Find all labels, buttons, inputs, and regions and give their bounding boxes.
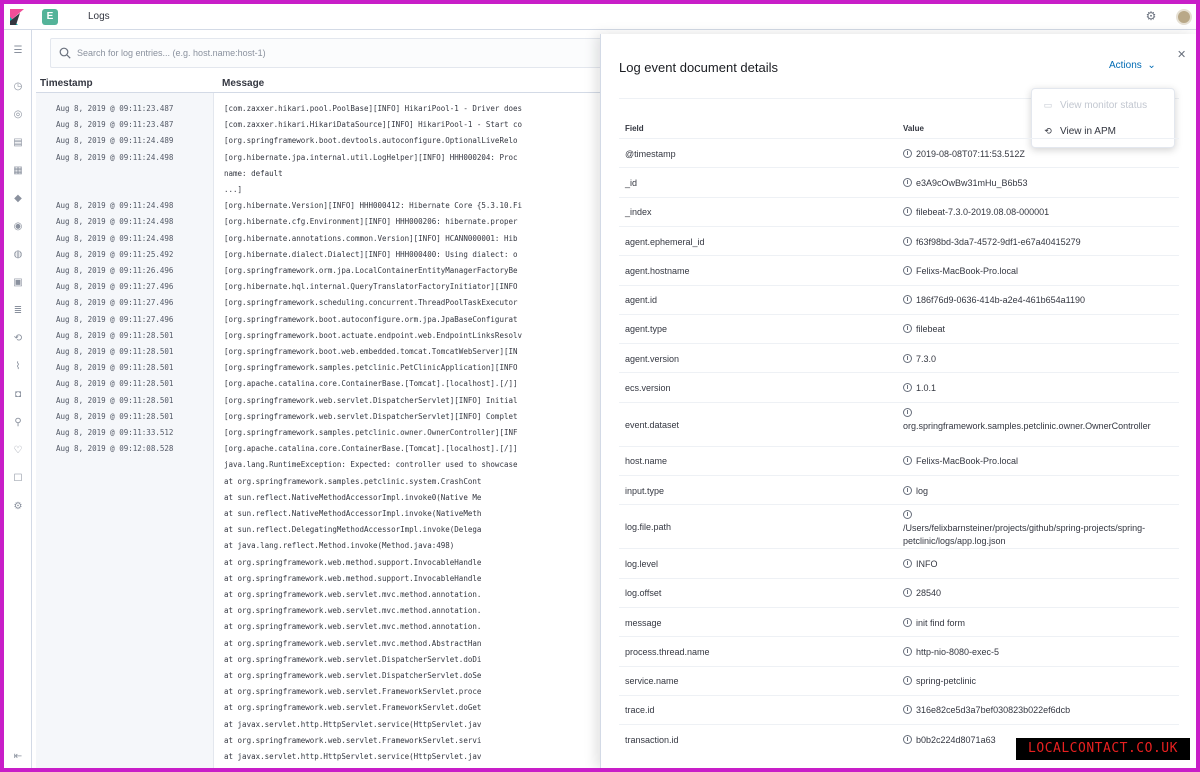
log-message: [org.springframework.orm.jpa.LocalContainerEntityManagerFactoryBe bbox=[224, 266, 518, 275]
dev-tools-icon[interactable]: ⚲ bbox=[14, 417, 22, 428]
field-value-text: 186f76d9-0636-414b-a2e4-461b654a1190 bbox=[916, 295, 1085, 306]
log-timestamp: Aug 8, 2019 @ 09:12:08.528 bbox=[56, 444, 174, 454]
log-message: [org.hibernate.dialect.Dialect][INFO] HHH000400: Using dialect: o bbox=[224, 249, 518, 259]
log-message: [org.hibernate.cfg.Environment][INFO] HHH000206: hibernate.proper bbox=[224, 217, 518, 227]
field-value bbox=[903, 294, 1173, 307]
field-row bbox=[619, 255, 1179, 284]
log-message: [org.springframework.web.servlet.DispatcherServlet][INFO] Complet bbox=[224, 411, 518, 421]
field-value-text: e3A9cOwBw31mHu_B6b53 bbox=[916, 177, 1028, 188]
log-message: at org.springframework.web.servlet.mvc.method.annotation. bbox=[224, 622, 482, 632]
field-value-text: Felixs-MacBook-Pro.local bbox=[916, 265, 1019, 276]
field-value-text: /Users/felixbarnsteiner/projects/github/spring-projects/spring-petclinic/logs/app.log.json bbox=[903, 523, 1146, 547]
log-message: [org.springframework.samples.petclinic.owner.OwnerController][INF bbox=[224, 428, 518, 437]
log-details-flyout bbox=[600, 34, 1196, 768]
field-value bbox=[903, 407, 1173, 433]
field-name: ecs.version bbox=[625, 383, 671, 394]
log-message: at org.springframework.web.servlet.DispatcherServlet.doDi bbox=[224, 654, 482, 664]
log-message: [org.springframework.samples.petclinic.PetClinicApplication][INFO bbox=[224, 363, 518, 373]
field-value-text: filebeat-7.3.0-2019.08.08-000001 bbox=[916, 207, 1050, 218]
field-value bbox=[903, 646, 1173, 659]
log-timestamp: Aug 8, 2019 @ 09:11:27.496 bbox=[56, 282, 174, 292]
dashboard-icon[interactable]: ▦ bbox=[13, 165, 23, 176]
log-message: java.lang.RuntimeException: Expected: controller used to showcase bbox=[224, 460, 518, 470]
filter-icon[interactable] bbox=[903, 647, 912, 656]
field-value-text: init find form bbox=[916, 617, 966, 628]
log-timestamp: Aug 8, 2019 @ 09:11:28.501 bbox=[56, 363, 174, 373]
field-value-text: 2019-08-08T07:11:53.512Z bbox=[916, 148, 1025, 159]
log-timestamp: Aug 8, 2019 @ 09:11:24.498 bbox=[56, 201, 174, 211]
log-message: at sun.reflect.NativeMethodAccessorImpl.invoke0(Native Me bbox=[224, 492, 482, 502]
menu-item-view-in-apm[interactable]: ⟲ View in APM bbox=[1042, 123, 1116, 139]
log-timestamp: Aug 8, 2019 @ 09:11:24.489 bbox=[56, 136, 174, 146]
log-timestamp: Aug 8, 2019 @ 09:11:23.487 bbox=[56, 104, 174, 113]
filter-icon[interactable] bbox=[903, 324, 912, 333]
field-row bbox=[619, 666, 1179, 695]
field-value bbox=[903, 353, 1173, 366]
field-value bbox=[903, 177, 1173, 190]
field-value bbox=[903, 558, 1173, 571]
log-message: at org.springframework.samples.petclinic.system.CrashCont bbox=[224, 476, 482, 486]
field-row bbox=[619, 402, 1179, 446]
log-timestamp: Aug 8, 2019 @ 09:11:24.498 bbox=[56, 217, 174, 227]
field-name: agent.version bbox=[625, 353, 680, 364]
infrastructure-icon[interactable]: ▣ bbox=[13, 277, 23, 288]
log-timestamp: Aug 8, 2019 @ 09:11:27.496 bbox=[56, 298, 174, 308]
menu-item-view-monitor-status[interactable]: ▭ View monitor status bbox=[1042, 97, 1147, 113]
search-icon bbox=[59, 47, 71, 59]
breadcrumb-logs: Logs bbox=[88, 11, 110, 22]
field-name: log.level bbox=[625, 558, 659, 569]
filter-icon[interactable] bbox=[903, 383, 912, 392]
field-name: event.dataset bbox=[625, 419, 680, 430]
filter-icon[interactable] bbox=[903, 149, 912, 158]
apm-icon[interactable]: ⟲ bbox=[13, 333, 23, 344]
visualize-icon[interactable]: ▤ bbox=[13, 137, 23, 148]
field-row bbox=[619, 285, 1179, 314]
field-value-text: log bbox=[916, 485, 929, 496]
field-name: message bbox=[625, 617, 662, 628]
field-value bbox=[903, 509, 1173, 548]
kibana-logo-icon[interactable] bbox=[10, 9, 24, 25]
filter-icon[interactable] bbox=[903, 354, 912, 363]
collapse-nav-icon[interactable]: ⇤ bbox=[13, 751, 23, 762]
app-window bbox=[4, 4, 1196, 768]
message-column-header[interactable]: Message bbox=[222, 78, 265, 89]
field-row bbox=[619, 475, 1179, 504]
recent-icon[interactable]: ◷ bbox=[13, 81, 23, 92]
field-value bbox=[903, 485, 1173, 498]
field-value-text: Felixs-MacBook-Pro.local bbox=[916, 456, 1019, 467]
field-value-text: 316e82ce5d3a7bef030823b022ef6dcb bbox=[916, 705, 1071, 716]
log-message: [org.apache.catalina.core.ContainerBase.[Tomcat].[localhost].[/]] bbox=[224, 444, 518, 454]
field-row bbox=[619, 226, 1179, 255]
log-message: at java.lang.reflect.Method.invoke(Method.java:498) bbox=[224, 541, 455, 551]
watermark: LOCALCONTACT.CO.UK bbox=[1016, 738, 1190, 760]
log-search-bar bbox=[50, 38, 610, 68]
field-row bbox=[619, 372, 1179, 401]
field-row bbox=[619, 548, 1179, 577]
filter-icon[interactable] bbox=[903, 237, 912, 246]
log-message: [org.springframework.scheduling.concurrent.ThreadPoolTaskExecutor bbox=[224, 298, 518, 308]
field-name: agent.type bbox=[625, 324, 668, 335]
field-name: process.thread.name bbox=[625, 646, 710, 657]
log-message: [org.apache.catalina.core.ContainerBase.[Tomcat].[localhost].[/]] bbox=[224, 379, 518, 389]
field-row bbox=[619, 695, 1179, 724]
menu-toggle-icon[interactable]: ☰ bbox=[13, 45, 23, 56]
space-badge[interactable]: E bbox=[42, 9, 58, 25]
field-row bbox=[619, 167, 1179, 196]
field-value-text: spring-petclinic bbox=[916, 676, 977, 687]
log-message: [org.springframework.boot.autoconfigure.orm.jpa.JpaBaseConfigurat bbox=[224, 314, 518, 324]
chevron-down-icon: ⌄ bbox=[1144, 60, 1156, 71]
timestamp-column-header[interactable]: Timestamp bbox=[40, 78, 93, 89]
field-value bbox=[903, 675, 1173, 688]
discover-icon[interactable]: ◎ bbox=[13, 109, 23, 120]
filter-icon[interactable] bbox=[903, 588, 912, 597]
filter-icon[interactable] bbox=[903, 705, 912, 714]
field-value-text: org.springframework.samples.petclinic.owner.OwnerController bbox=[903, 420, 1151, 431]
log-timestamp: Aug 8, 2019 @ 09:11:28.501 bbox=[56, 347, 174, 356]
field-row bbox=[619, 343, 1179, 372]
log-message: ...] bbox=[224, 185, 243, 194]
field-value-text: 7.3.0 bbox=[916, 353, 937, 364]
field-value bbox=[903, 206, 1173, 219]
filter-icon[interactable] bbox=[903, 207, 912, 216]
field-value bbox=[903, 382, 1173, 395]
log-message: [org.springframework.web.servlet.DispatcherServlet][INFO] Initial bbox=[224, 395, 518, 405]
field-value bbox=[903, 265, 1173, 278]
field-value bbox=[903, 617, 1173, 630]
filter-icon[interactable] bbox=[903, 408, 912, 417]
log-message: [com.zaxxer.hikari.pool.PoolBase][INFO] HikariPool-1 - Driver does bbox=[224, 104, 523, 113]
field-value bbox=[903, 455, 1173, 468]
field-value-text: http-nio-8080-exec-5 bbox=[916, 646, 1000, 657]
log-timestamp: Aug 8, 2019 @ 09:11:33.512 bbox=[56, 428, 174, 437]
field-name: service.name bbox=[625, 676, 679, 687]
field-value bbox=[903, 587, 1173, 600]
log-message: at org.springframework.web.servlet.mvc.method.annotation. bbox=[224, 590, 482, 599]
field-value bbox=[903, 148, 1173, 161]
field-row bbox=[619, 314, 1179, 343]
filter-icon[interactable] bbox=[903, 618, 912, 627]
field-row bbox=[619, 197, 1179, 226]
apm-icon: ⟲ bbox=[1044, 126, 1052, 136]
ml-icon[interactable]: ◍ bbox=[13, 249, 23, 260]
left-nav bbox=[4, 30, 32, 768]
filter-icon[interactable] bbox=[903, 735, 912, 744]
log-message: at org.springframework.web.servlet.FrameworkServlet.proce bbox=[224, 687, 482, 697]
field-value bbox=[903, 323, 1173, 336]
filter-icon[interactable] bbox=[903, 456, 912, 465]
log-message: at javax.servlet.http.HttpServlet.service(HttpServlet.jav bbox=[224, 752, 482, 761]
log-timestamp: Aug 8, 2019 @ 09:11:28.501 bbox=[56, 395, 174, 405]
log-timestamp: Aug 8, 2019 @ 09:11:28.501 bbox=[56, 379, 174, 389]
log-timestamp: Aug 8, 2019 @ 09:11:23.487 bbox=[56, 120, 174, 130]
log-message: at org.springframework.web.servlet.FrameworkServlet.servi bbox=[224, 735, 482, 745]
filter-icon[interactable] bbox=[903, 178, 912, 187]
field-row bbox=[619, 636, 1179, 665]
close-icon[interactable]: ✕ bbox=[1177, 49, 1187, 61]
monitoring-icon[interactable]: ♡ bbox=[13, 445, 23, 456]
log-message: [org.hibernate.annotations.common.Version][INFO] HCANN000001: Hib bbox=[224, 233, 518, 243]
value-column-header: Value bbox=[903, 124, 924, 133]
field-value-text: b0b2c224d8071a63 bbox=[916, 734, 996, 745]
management-icon[interactable]: ⚙ bbox=[13, 501, 23, 512]
logs-icon[interactable]: ≣ bbox=[13, 305, 23, 316]
filter-icon[interactable] bbox=[903, 266, 912, 275]
log-message: at org.springframework.web.servlet.mvc.method.annotation. bbox=[224, 606, 482, 616]
log-message: name: default bbox=[224, 168, 283, 178]
field-value bbox=[903, 236, 1173, 249]
canvas-icon[interactable]: ◆ bbox=[14, 193, 22, 204]
log-timestamp: Aug 8, 2019 @ 09:11:28.501 bbox=[56, 330, 174, 340]
filter-icon[interactable] bbox=[903, 676, 912, 685]
field-name: log.file.path bbox=[625, 522, 672, 533]
user-avatar[interactable] bbox=[1176, 9, 1192, 25]
log-message: [org.hibernate.jpa.internal.util.LogHelper][INFO] HHH000204: Proc bbox=[224, 152, 518, 162]
field-name: agent.hostname bbox=[625, 265, 690, 276]
search-input[interactable] bbox=[77, 39, 597, 67]
log-message: at sun.reflect.DelegatingMethodAccessorImpl.invoke(Delega bbox=[224, 525, 482, 535]
field-value-text: 28540 bbox=[916, 588, 942, 599]
stack-monitoring-icon[interactable]: ☐ bbox=[13, 473, 23, 484]
log-message: [com.zaxxer.hikari.HikariDataSource][INFO] HikariPool-1 - Start co bbox=[224, 120, 523, 130]
flyout-title: Log event document details bbox=[619, 60, 778, 75]
field-row bbox=[619, 138, 1179, 167]
log-message: at org.springframework.web.servlet.FrameworkServlet.doGet bbox=[224, 703, 482, 713]
field-name: log.offset bbox=[625, 588, 662, 599]
siem-icon[interactable]: ◘ bbox=[14, 389, 22, 400]
field-name: input.type bbox=[625, 485, 665, 496]
field-name: _index bbox=[625, 207, 652, 218]
field-name: @timestamp bbox=[625, 148, 676, 159]
field-name: transaction.id bbox=[625, 734, 679, 745]
field-column-header: Field bbox=[625, 124, 644, 133]
actions-button[interactable] bbox=[1109, 60, 1156, 71]
log-timestamp: Aug 8, 2019 @ 09:11:26.496 bbox=[56, 266, 174, 275]
field-row bbox=[619, 578, 1179, 607]
log-timestamp: Aug 8, 2019 @ 09:11:25.492 bbox=[56, 249, 174, 259]
filter-icon[interactable] bbox=[903, 486, 912, 495]
help-icon[interactable]: ⚙ bbox=[1145, 9, 1157, 23]
field-row bbox=[619, 504, 1179, 548]
field-name: host.name bbox=[625, 456, 668, 467]
log-message: [org.springframework.boot.devtools.autoconfigure.OptionalLiveRelo bbox=[224, 136, 518, 146]
field-value-text: filebeat bbox=[916, 324, 946, 335]
monitor-icon: ▭ bbox=[1043, 100, 1053, 110]
field-name: agent.ephemeral_id bbox=[625, 236, 705, 247]
log-message: at javax.servlet.http.HttpServlet.service(HttpServlet.jav bbox=[224, 719, 482, 729]
field-value-text: INFO bbox=[916, 558, 938, 569]
log-message: at org.springframework.web.servlet.mvc.method.AbstractHan bbox=[224, 638, 482, 648]
log-message: at sun.reflect.NativeMethodAccessorImpl.invoke(NativeMeth bbox=[224, 509, 482, 518]
maps-icon[interactable]: ◉ bbox=[13, 221, 23, 232]
log-message: at org.springframework.web.method.support.InvocableHandle bbox=[224, 557, 482, 567]
field-name: trace.id bbox=[625, 705, 655, 716]
field-value-text: f63f98bd-3da7-4572-9df1-e67a40415279 bbox=[916, 236, 1081, 247]
uptime-icon[interactable]: ⌇ bbox=[15, 361, 21, 372]
filter-icon[interactable] bbox=[903, 295, 912, 304]
log-timestamp: Aug 8, 2019 @ 09:11:24.498 bbox=[56, 233, 174, 243]
log-message: [org.hibernate.hql.internal.QueryTranslatorFactoryInitiator][INFO bbox=[224, 282, 518, 292]
log-message: at org.springframework.web.servlet.DispatcherServlet.doSe bbox=[224, 671, 482, 680]
log-timestamp: Aug 8, 2019 @ 09:11:28.501 bbox=[56, 411, 174, 421]
actions-label: Actions bbox=[1109, 60, 1142, 71]
field-value bbox=[903, 704, 1173, 717]
log-timestamp: Aug 8, 2019 @ 09:11:24.498 bbox=[56, 152, 174, 162]
field-name: agent.id bbox=[625, 295, 658, 306]
field-name: _id bbox=[625, 177, 638, 188]
log-timestamp: Aug 8, 2019 @ 09:11:27.496 bbox=[56, 314, 174, 324]
log-message: [org.springframework.boot.web.embedded.tomcat.TomcatWebServer][IN bbox=[224, 347, 518, 356]
field-value-text: 1.0.1 bbox=[916, 383, 937, 394]
field-row bbox=[619, 446, 1179, 475]
field-row bbox=[619, 607, 1179, 636]
log-message: at org.springframework.web.method.support.InvocableHandle bbox=[224, 573, 482, 583]
log-message: [org.springframework.boot.actuate.endpoint.web.EndpointLinksResolv bbox=[224, 330, 523, 340]
filter-icon[interactable] bbox=[903, 510, 912, 519]
top-bar bbox=[4, 4, 1196, 30]
log-message: [org.hibernate.Version][INFO] HHH000412: Hibernate Core {5.3.10.Fi bbox=[224, 201, 523, 211]
filter-icon[interactable] bbox=[903, 559, 912, 568]
